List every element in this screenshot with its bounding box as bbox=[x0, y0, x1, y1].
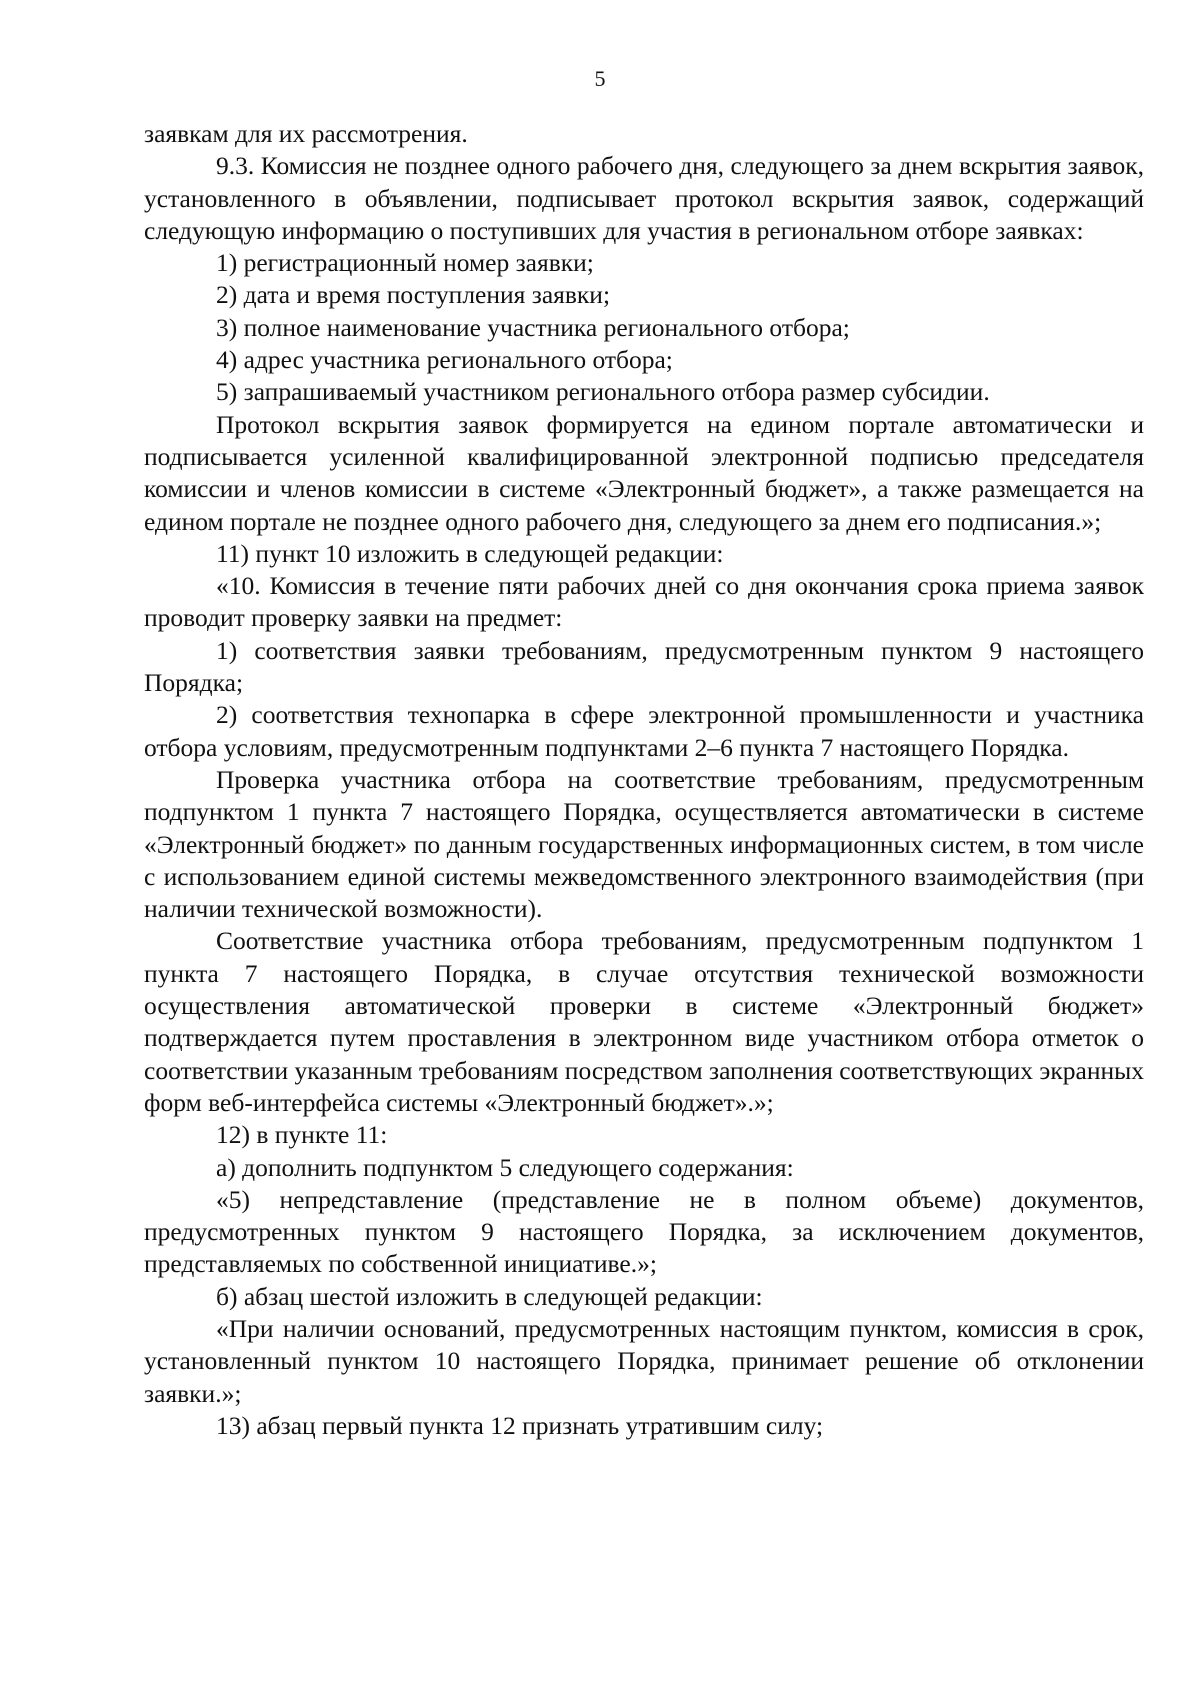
list-item: 4) адрес участника регионального отбора; bbox=[216, 345, 673, 375]
list-item: 13) абзац первый пункта 12 признать утратившим силу; bbox=[216, 1410, 824, 1440]
paragraph: 9.3. Комиссия не позднее одного рабочего дня, следующего за днем вскрытия заявок, установленного в объявлении, подписывает протокол вскрытия заявок, содержащий следующую информацию о поступивших для участия в региональном отборе заявках: bbox=[144, 151, 1144, 245]
list-item: 2) соответствия технопарка в сфере электронной промышленности и участника отбора условиям, предусмотренным подпунктами 2–6 пункта 7 настоящего Порядка. bbox=[144, 700, 1144, 762]
list-item: 12) в пункте 11: bbox=[216, 1120, 388, 1150]
list-item: 2) дата и время поступления заявки; bbox=[216, 280, 611, 310]
paragraph: «При наличии оснований, предусмотренных настоящим пунктом, комиссия в срок, установленный пунктом 10 настоящего Порядка, принимает решение об отклонении заявки.»; bbox=[144, 1313, 1144, 1408]
list-item: б) абзац шестой изложить в следующей редакции: bbox=[216, 1281, 763, 1311]
paragraph: Соответствие участника отбора требованиям, предусмотренным подпунктом 1 пункта 7 настоящего Порядка, в случае отсутствия технической возможности осуществления автоматической проверки в системе «Электронный бюджет» подтверждается путем проставления в электронном виде участником отбора отметок о соответствии указанным требованиям посредством заполнения соответствующих экранных форм веб-интерфейса системы «Электронный бюджет».»; bbox=[144, 926, 1144, 1117]
document-body bbox=[144, 118, 1144, 1442]
list-item: 3) полное наименование участника регионального отбора; bbox=[216, 312, 850, 342]
list-item: 1) регистрационный номер заявки; bbox=[216, 248, 594, 278]
list-item: 1) соответствия заявки требованиям, предусмотренным пунктом 9 настоящего Порядка; bbox=[144, 635, 1144, 698]
list-item: а) дополнить подпунктом 5 следующего содержания: bbox=[216, 1152, 794, 1182]
paragraph: Протокол вскрытия заявок формируется на едином портале автоматически и подписывается усиленной квалифицированной электронной подписью председателя комиссии и членов комиссии в системе «Электронный бюджет», а также размещается на едином портале не позднее одного рабочего дня, следующего за днем его подписания.»; bbox=[144, 409, 1144, 536]
paragraph: Проверка участника отбора на соответствие требованиям, предусмотренным подпунктом 1 пункта 7 настоящего Порядка, осуществляется автоматически в системе «Электронный бюджет» по данным государственных информационных систем, в том числе с использованием единой системы межведомственного электронного взаимодействия (при наличии технической возможности). bbox=[144, 764, 1144, 924]
list-item: 11) пункт 10 изложить в следующей редакции: bbox=[216, 538, 724, 568]
list-item: 5) запрашиваемый участником регионального отбора размер субсидии. bbox=[216, 377, 990, 407]
paragraph: «5) непредставление (представление не в полном объеме) документов, предусмотренных пунктом 9 настоящего Порядка, за исключением документов, представляемых по собственной инициативе.»; bbox=[144, 1184, 1144, 1279]
paragraph: «10. Комиссия в течение пяти рабочих дней со дня окончания срока приема заявок проводит проверку заявки на предмет: bbox=[144, 571, 1144, 633]
paragraph: заявкам для их рассмотрения. bbox=[144, 119, 468, 148]
page-number: 5 bbox=[594, 66, 606, 91]
